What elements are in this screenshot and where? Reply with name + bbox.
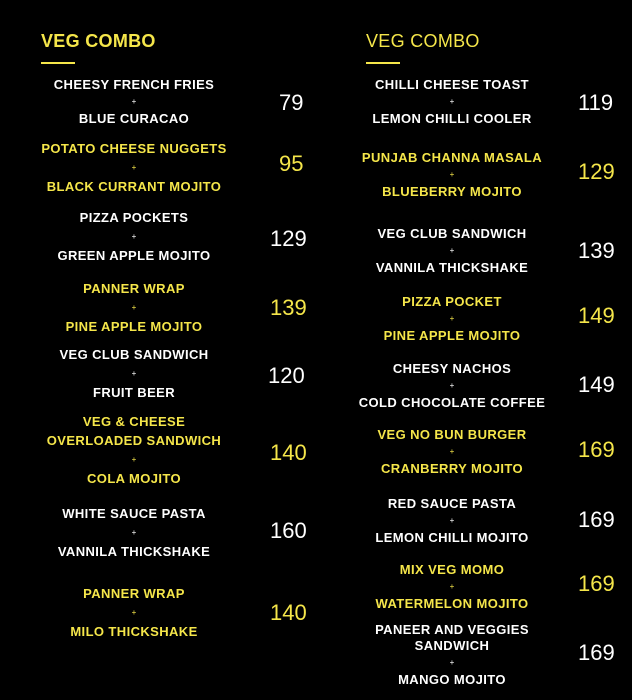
combo-drink: WATERMELON MOJITO xyxy=(375,596,529,611)
combo-price: 139 xyxy=(578,238,615,263)
combo-price: 140 xyxy=(270,600,307,625)
combo-price: 169 xyxy=(578,640,615,665)
left-title-underline xyxy=(41,62,75,64)
plus-sign: + xyxy=(131,97,137,106)
combo-drink: FRUIT BEER xyxy=(93,385,175,400)
combo-price: 79 xyxy=(279,90,304,115)
combo-food: POTATO CHEESE NUGGETS xyxy=(41,141,227,156)
right-column-title: VEG COMBO xyxy=(366,31,480,51)
combo-food: VEG NO BUN BURGER xyxy=(377,427,527,442)
combo-food: PANNER WRAP xyxy=(83,586,185,601)
combo-drink: COLA MOJITO xyxy=(87,471,181,486)
combo-food: VEG CLUB SANDWICH xyxy=(377,226,527,241)
plus-sign: + xyxy=(449,170,455,179)
combo-drink: GREEN APPLE MOJITO xyxy=(57,248,211,263)
combo-drink: BLUE CURACAO xyxy=(78,111,190,126)
combo-drink: LEMON CHILLI MOJITO xyxy=(375,530,529,545)
combo-food: VEG & CHEESE xyxy=(82,414,186,429)
plus-sign: + xyxy=(449,381,455,390)
plus-sign: + xyxy=(131,163,137,172)
left-column-title: VEG COMBO xyxy=(41,31,156,51)
combo-price: 149 xyxy=(578,372,615,397)
combo-price: 140 xyxy=(270,440,307,465)
right-title-underline xyxy=(366,62,400,64)
right-column xyxy=(316,0,632,700)
combo-price: 160 xyxy=(270,518,307,543)
combo-drink: PINE APPLE MOJITO xyxy=(65,319,203,334)
plus-sign: + xyxy=(131,455,137,464)
combo-drink: MILO THICKSHAKE xyxy=(70,624,198,639)
combo-price: 169 xyxy=(578,437,615,462)
combo-food: VEG CLUB SANDWICH xyxy=(59,347,209,362)
combo-drink: BLACK CURRANT MOJITO xyxy=(46,179,222,194)
plus-sign: + xyxy=(131,608,137,617)
combo-drink: MANGO MOJITO xyxy=(398,672,506,687)
plus-sign: + xyxy=(131,232,137,241)
combo-price: 129 xyxy=(270,226,307,251)
plus-sign: + xyxy=(131,303,137,312)
combo-food: PUNJAB CHANNA MASALA xyxy=(361,150,543,165)
combo-food: RED SAUCE PASTA xyxy=(387,496,517,511)
combo-drink: LEMON CHILLI COOLER xyxy=(372,111,532,126)
combo-drink: CRANBERRY MOJITO xyxy=(381,461,523,476)
plus-sign: + xyxy=(449,97,455,106)
combo-food: OVERLOADED SANDWICH xyxy=(46,433,222,448)
plus-sign: + xyxy=(449,246,455,255)
combo-price: 95 xyxy=(279,151,304,176)
combo-food: SANDWICH xyxy=(414,638,490,653)
combo-food: MIX VEG MOMO xyxy=(399,562,505,577)
combo-price: 169 xyxy=(578,507,615,532)
plus-sign: + xyxy=(449,447,455,456)
combo-price: 120 xyxy=(268,363,305,388)
combo-drink: BLUEBERRY MOJITO xyxy=(382,184,522,199)
plus-sign: + xyxy=(449,582,455,591)
combo-drink: VANNILA THICKSHAKE xyxy=(375,260,529,275)
combo-food: PANNER WRAP xyxy=(83,281,185,296)
combo-drink: PINE APPLE MOJITO xyxy=(383,328,521,343)
plus-sign: + xyxy=(449,516,455,525)
combo-food: WHITE SAUCE PASTA xyxy=(62,506,206,521)
combo-food: CHEESY NACHOS xyxy=(392,361,512,376)
combo-price: 139 xyxy=(270,295,307,320)
combo-price: 119 xyxy=(578,90,614,115)
combo-food: CHEESY FRENCH FRIES xyxy=(53,77,215,92)
plus-sign: + xyxy=(131,369,137,378)
combo-drink: COLD CHOCOLATE COFFEE xyxy=(358,395,546,410)
combo-price: 169 xyxy=(578,571,615,596)
combo-food: PANEER AND VEGGIES xyxy=(375,622,529,637)
plus-sign: + xyxy=(449,314,455,323)
plus-sign: + xyxy=(131,528,137,537)
plus-sign: + xyxy=(449,658,455,667)
combo-price: 149 xyxy=(578,303,615,328)
combo-food: PIZZA POCKETS xyxy=(79,210,189,225)
combo-drink: VANNILA THICKSHAKE xyxy=(57,544,211,559)
combo-price: 129 xyxy=(578,159,615,184)
combo-food: CHILLI CHEESE TOAST xyxy=(375,77,529,92)
combo-food: PIZZA POCKET xyxy=(402,294,502,309)
